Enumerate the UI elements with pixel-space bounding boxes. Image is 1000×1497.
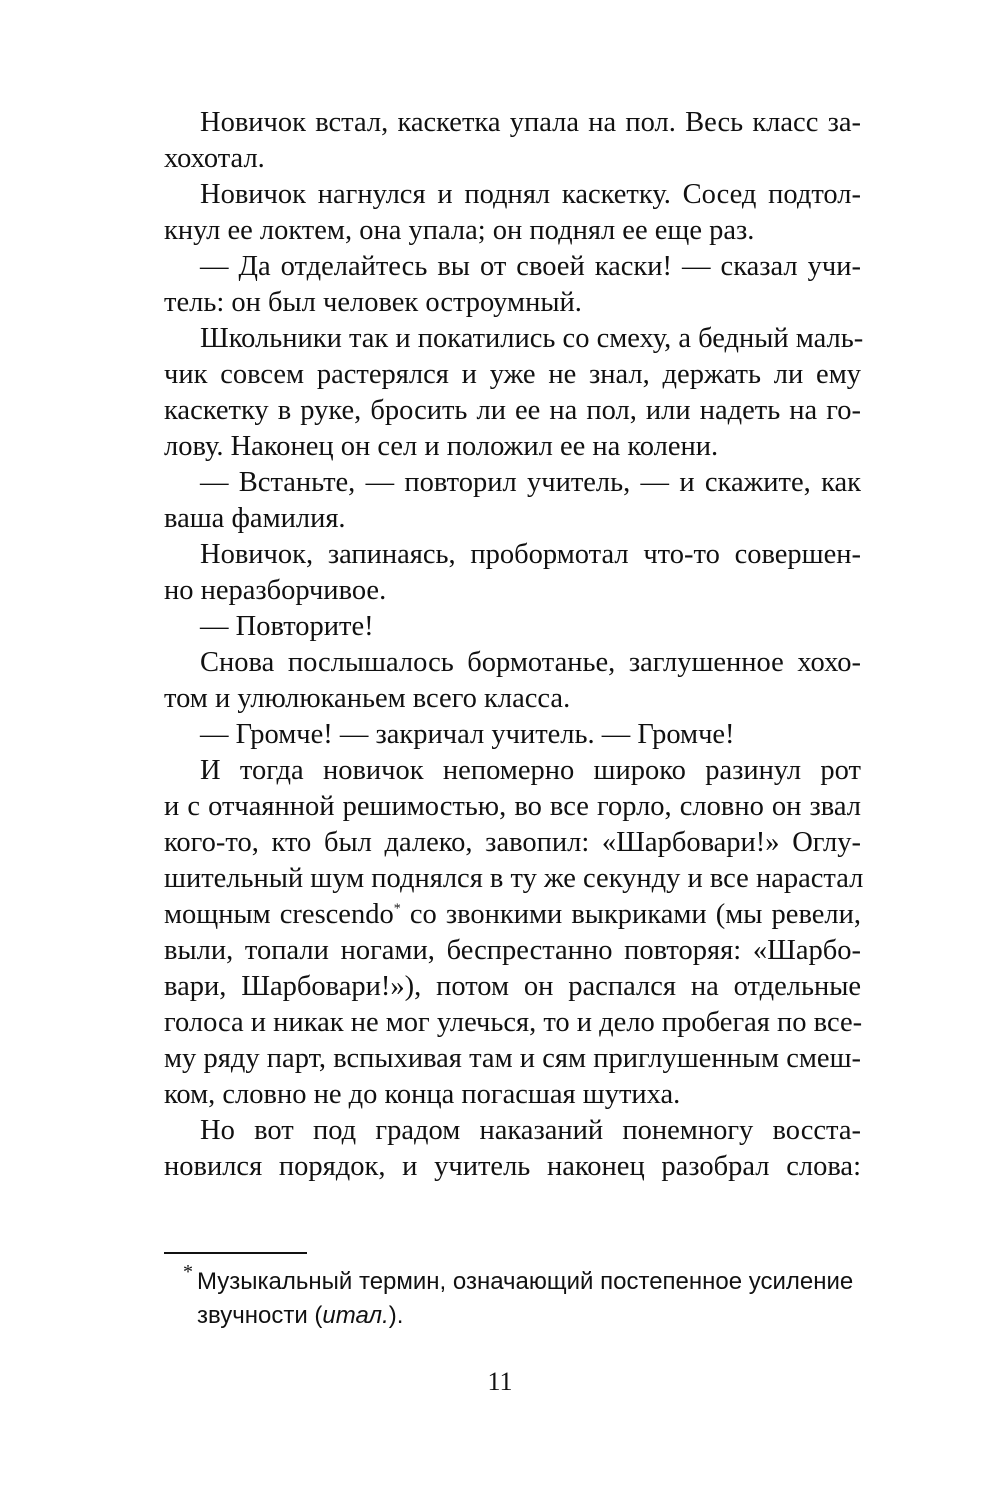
text-line: вари, Шарбовари!»), потом он распался на отдельные: [164, 971, 861, 1002]
text-line: — Встаньте, — повторил учитель, — и скажите, как: [200, 467, 861, 498]
text-line-with-footnote: [164, 897, 861, 933]
text-line: том и улюлюканьем всего класса.: [164, 683, 571, 714]
text-line: голоса и никак не мог улечься, то и дело пробегая по все-: [164, 1007, 863, 1038]
text-line: Школьники так и покатились со смеху, а бедный маль-: [200, 323, 864, 354]
text-line: каскетку в руке, бросить ли ее на пол, или надеть на го-: [164, 395, 861, 426]
text-line: кнул ее локтем, она упала; он поднял ее еще раз.: [164, 215, 755, 246]
text-line: И тогда новичок непомерно широко разинул рот: [200, 755, 861, 786]
text-line: Новичок нагнулся и поднял каскетку. Сосед подтол-: [200, 179, 861, 210]
text-line: ком, словно не до конца погасшая шутиха.: [164, 1079, 681, 1110]
page-number: 11: [487, 1367, 513, 1396]
text-line: Снова послышалось бормотанье, заглушенное хохо-: [200, 647, 861, 678]
footnote-marker: *: [183, 1261, 193, 1283]
text-line: шительный шум поднялся в ту же секунду и все нарастал: [164, 863, 864, 894]
text-line: — Повторите!: [200, 611, 374, 642]
body-text: [164, 105, 864, 1185]
text-line: хохотал.: [164, 143, 265, 174]
text-line: — Да отделайтесь вы от своей каски! — сказал учи-: [200, 251, 861, 282]
text-line: чик совсем растерялся и уже не знал, держать ли ему: [164, 359, 861, 390]
text-line: — Громче! — закричал учитель. — Громче!: [200, 719, 735, 750]
footnote-italic: итал.: [322, 1302, 389, 1329]
text-line: лову. Наконец он сел и положил ее на колени.: [164, 431, 719, 462]
footnote-ref-marker: *: [393, 901, 401, 917]
text-line: новился порядок, и учитель наконец разобрал слова:: [164, 1151, 861, 1182]
text-line: Но вот под градом наказаний понемногу восста-: [200, 1115, 861, 1146]
text-line: тель: он был человек остроумный.: [164, 287, 582, 318]
text-line: кого-то, кто был далеко, завопил: «Шарбовари!» Оглу-: [164, 827, 861, 858]
footnote: [183, 1261, 861, 1333]
footnote-line: Музыкальный термин, означающий постепенное усиление: [197, 1268, 854, 1295]
crescendo-continuation: со звонкими выкриками (мы ревели,: [400, 899, 861, 930]
text-line: Новичок встал, каскетка упала на пол. Весь класс за-: [200, 107, 861, 138]
text-line: ваша фамилия.: [164, 503, 346, 534]
text-line: му ряду парт, вспыхивая там и сям приглушенным смеш-: [164, 1043, 861, 1074]
text-line: выли, топали ногами, беспрестанно повторяя: «Шарбо-: [164, 935, 861, 966]
text-line: и с отчаянной решимостью, во все горло, словно он звал: [164, 791, 861, 822]
footnote-line: [197, 1299, 861, 1333]
footnote-prefix: звучности (: [197, 1302, 323, 1329]
footnote-suffix: ).: [388, 1302, 404, 1329]
crescendo-text: мощным crescendo: [164, 899, 394, 930]
text-line: но неразборчивое.: [164, 575, 387, 606]
footnote-divider: [164, 1252, 307, 1254]
text-line: Новичок, запинаясь, пробормотал что-то совершен-: [200, 539, 861, 570]
